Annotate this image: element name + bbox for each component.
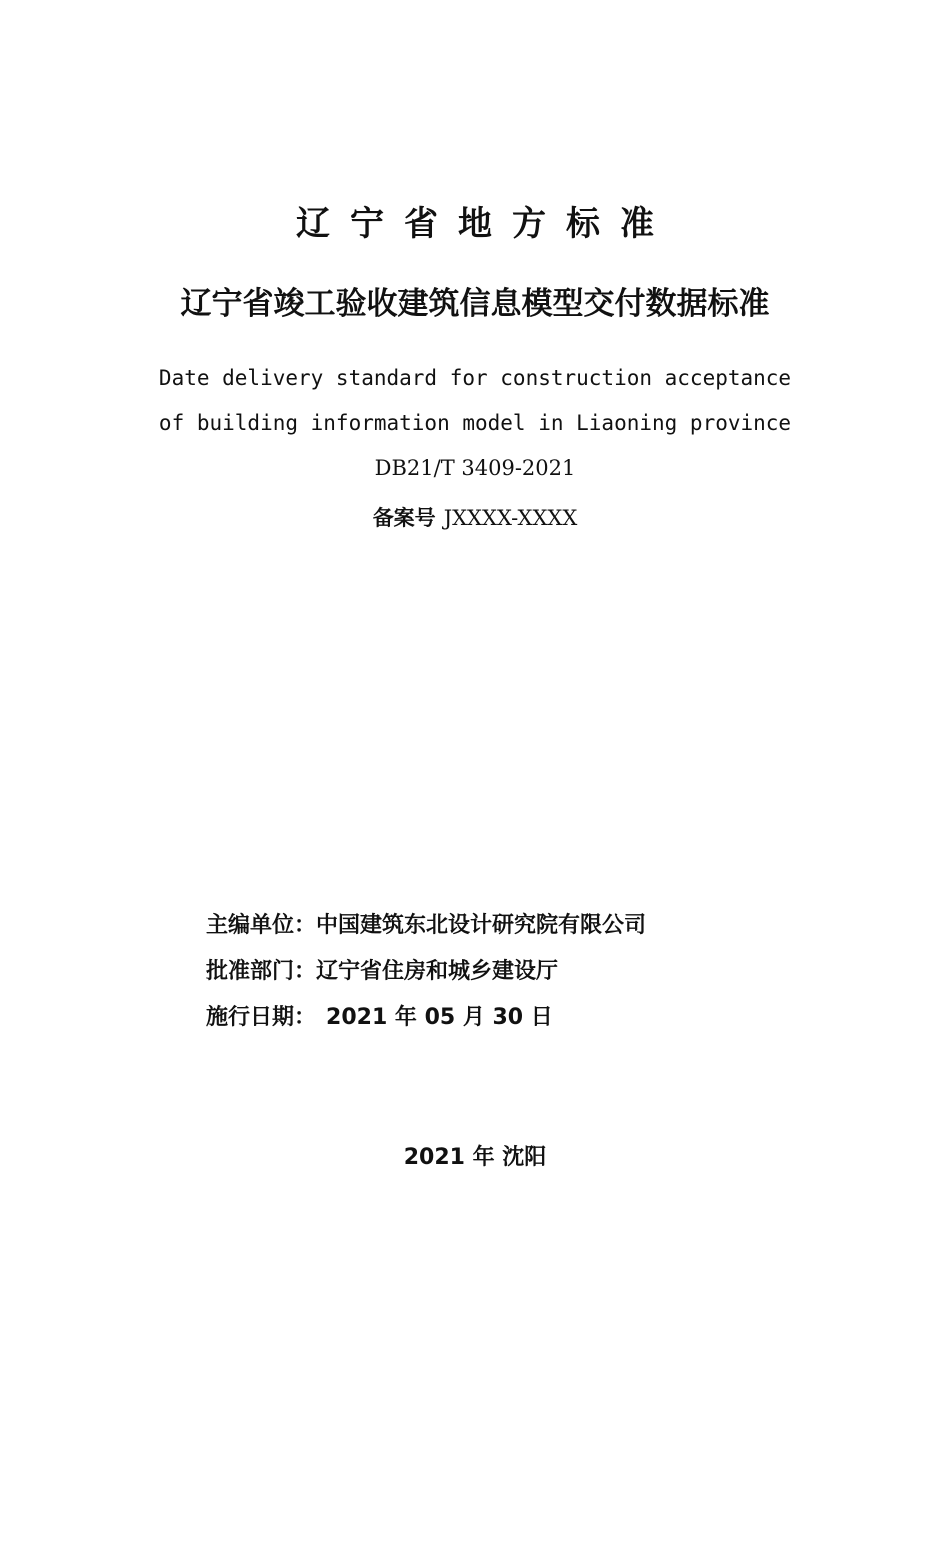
editor-value: 中国建筑东北设计研究院有限公司 — [316, 913, 647, 938]
filing-number: JXXXX-XXXX — [443, 506, 578, 530]
editor-label: 主编单位： — [206, 913, 317, 938]
effective-date-label: 施行日期： — [206, 1005, 317, 1030]
approver-value: 辽宁省住房和城乡建设厅 — [316, 959, 559, 984]
publication-year-place: 2021 年 沈阳 — [403, 1145, 547, 1170]
standard-code: DB21/T 3409-2021 — [374, 456, 576, 480]
effective-date-value: 2021 年 05 月 30 日 — [326, 1005, 553, 1030]
english-title-line-2: of building information model in Liaoning province — [158, 411, 792, 435]
document-main-title: 辽宁省竣工验收建筑信息模型交付数据标准 — [180, 286, 770, 322]
filing-number-line — [0, 502, 950, 532]
standard-series-title: 辽宁省地方标准 — [296, 204, 674, 244]
english-title-line-1: Date delivery standard for construction acceptance — [158, 366, 792, 390]
approver-row — [206, 954, 646, 1000]
approver-label: 批准部门： — [206, 959, 317, 984]
filing-label: 备案号 — [372, 506, 436, 530]
publication-info — [206, 908, 646, 1046]
effective-date-row — [206, 1000, 646, 1046]
editor-row — [206, 908, 646, 954]
